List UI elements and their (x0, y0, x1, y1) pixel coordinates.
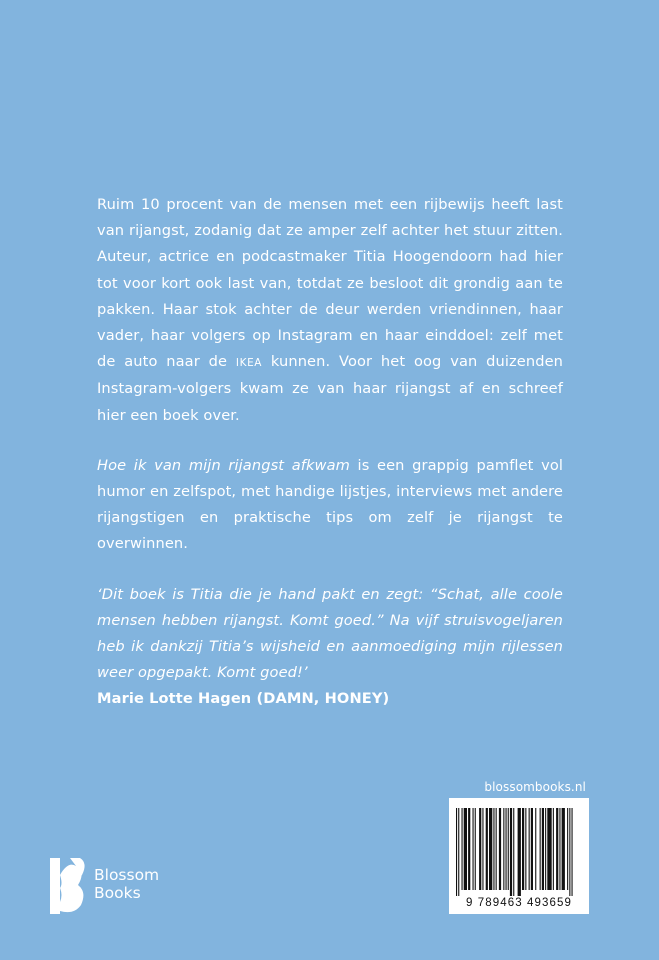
barcode-bar (547, 808, 551, 890)
barcode-bar (518, 808, 521, 896)
barcode-bar (562, 808, 565, 890)
publisher-name-line-2: Books (94, 883, 141, 902)
endorsement-author: Marie Lotte Hagen (DAMN, HONEY) (97, 690, 390, 708)
barcode-bar (525, 808, 526, 890)
barcode-bar (529, 808, 530, 890)
publisher-name (94, 867, 159, 902)
barcode-bar (458, 808, 459, 896)
barcode-bar (456, 808, 457, 896)
back-cover-blurb (97, 192, 563, 713)
barcode-bar (572, 808, 573, 896)
barcode-bar (475, 808, 476, 890)
barcode-bar (489, 808, 492, 890)
barcode-bar (464, 808, 467, 890)
barcode-bar (522, 808, 524, 890)
barcode-bar (567, 808, 568, 890)
endorsement-quote: ‘Dit boek is Titia die je hand pakt en zegt: “Schat, alle coole mensen hebben rijangst. Komt goed.” Na vijf struisvogeljaren heb ik dankzij Titia’s wijsheid en aanmoediging mijn rijlessen weer opgepakt. Komt goed!’ (97, 585, 563, 682)
description-paragraph (97, 192, 563, 429)
barcode-bar (540, 808, 541, 890)
barcode-bar (486, 808, 488, 890)
barcode-bar (531, 808, 533, 890)
barcode-bar (473, 808, 474, 890)
barcode-bar (462, 808, 463, 890)
barcode-bars (456, 808, 582, 896)
barcode-bar (559, 808, 560, 890)
book-title: Hoe ik van mijn rijangst afkwam (97, 456, 350, 474)
barcode-bar (496, 808, 497, 890)
barcode-bar (468, 808, 470, 890)
publisher-name-line-1: Blossom (94, 866, 160, 884)
barcode-bar (513, 808, 514, 896)
barcode-bar (508, 808, 509, 890)
barcode-bar (499, 808, 501, 890)
barcode-bar (503, 808, 504, 890)
barcode-bar (542, 808, 544, 890)
brand-name: IKEA (235, 357, 263, 370)
isbn-number: 9 789463 493659 (465, 897, 573, 909)
book-summary-paragraph (97, 453, 563, 558)
barcode-bar (479, 808, 481, 890)
barcode-bar (569, 808, 570, 896)
barcode-bar (545, 808, 546, 890)
barcode-bar (482, 808, 483, 890)
barcode-bar (535, 808, 536, 890)
barcode-bar (510, 808, 512, 896)
description-text-end: kunnen. Voor het oog van duizenden Instagram-volgers kwam ze van haar rijangst af en schreef hier een boek over. (97, 353, 563, 424)
barcode-bar (556, 808, 558, 890)
book-summary-text: is een grappig pamflet vol humor en zelfspot, met handige lijstjes, interviews met andere rijangstigen en praktische tips om zelf je rijangst te overwinnen. (97, 456, 564, 553)
blossom-books-logo-icon (48, 857, 88, 915)
barcode-bar (506, 808, 507, 890)
isbn-barcode (449, 798, 589, 914)
barcode-bar (493, 808, 494, 890)
publisher-website: blossombooks.nl (484, 780, 586, 794)
barcode-bar (553, 808, 554, 890)
description-text-start: Ruim 10 procent van de mensen met een rijbewijs heeft last van rijangst, zodanig dat ze amper zelf achter het stuur zitten. Auteur, actrice en podcastmaker Titia Hoogendoorn had hier tot voor kort ook last van, totdat ze besloot dit grondig aan te pakken. Haar stok achter de deur werden vriendinnen, haar vader, haar volgers op Instagram en haar einddoel: zelf met de auto naar de (97, 196, 563, 371)
